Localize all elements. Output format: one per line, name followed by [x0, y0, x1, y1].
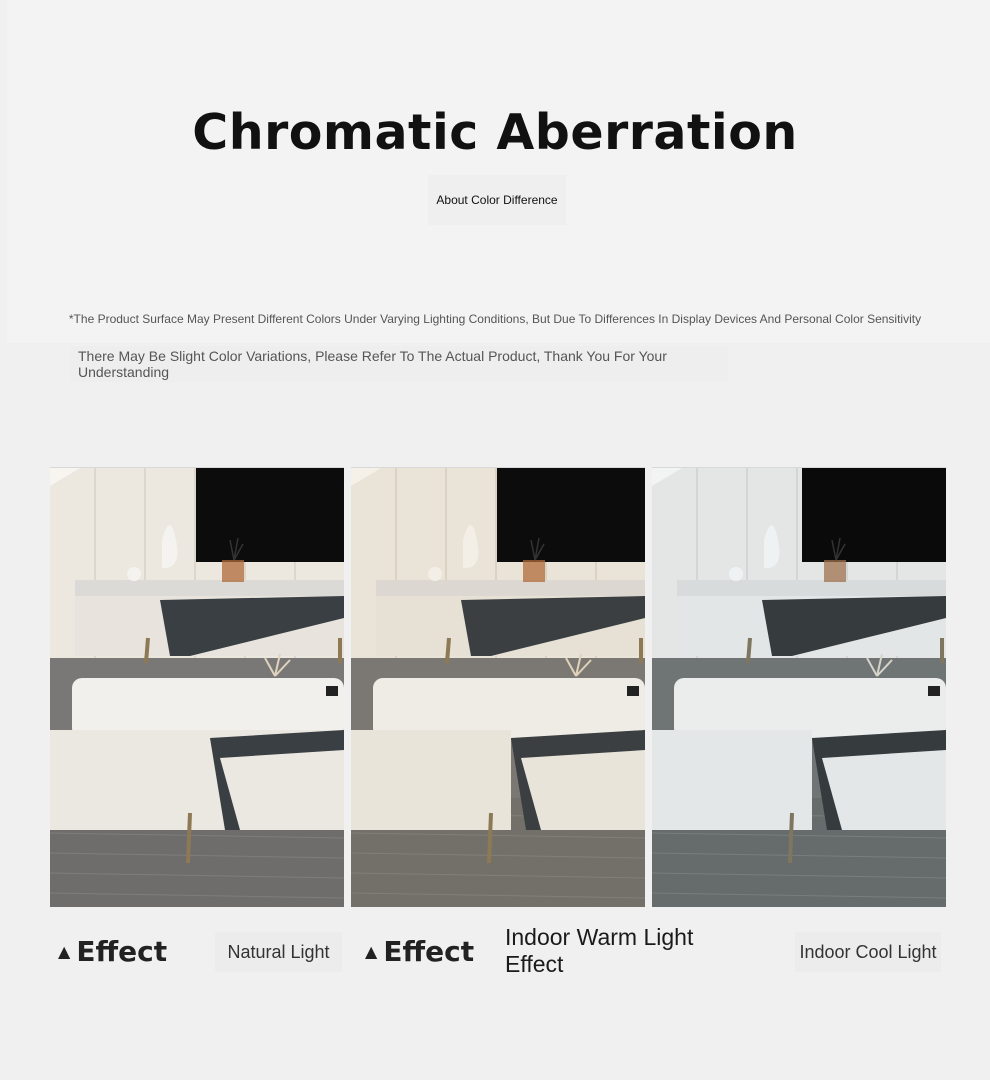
disclaimer-line-1: *The Product Surface May Present Different Colors Under Varying Lighting Conditions, But Due To Differences In Display Devices And Personal Color Sensitivity [68, 312, 922, 326]
disclaimer-line-2: There May Be Slight Color Variations, Please Refer To The Actual Product, Thank You For Your Understanding [70, 346, 728, 382]
caption-cool-light: Indoor Cool Light [795, 932, 941, 972]
effect-caption-2 [365, 935, 474, 968]
page-title: Chromatic Aberration [192, 104, 798, 161]
effect-label: Effect [383, 935, 475, 968]
page-subtitle: About Color Difference [428, 175, 566, 225]
header-panel [7, 0, 990, 343]
triangle-up-icon: ▲ [58, 942, 71, 961]
triangle-up-icon: ▲ [365, 942, 378, 961]
photo-natural-light [50, 467, 344, 907]
effect-caption-1 [58, 935, 167, 968]
caption-warm-light: Indoor Warm Light Effect [505, 924, 694, 977]
effect-label: Effect [76, 935, 168, 968]
photo-cool-light [652, 467, 946, 907]
caption-natural-light: Natural Light [215, 932, 342, 972]
photo-warm-light [351, 467, 645, 907]
